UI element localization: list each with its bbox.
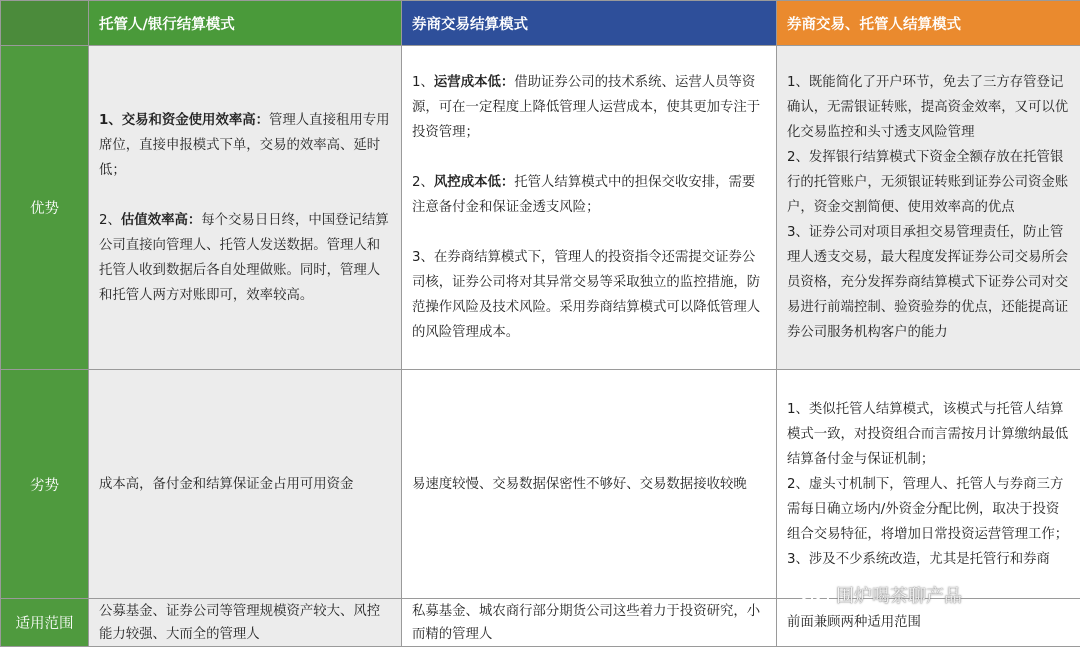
advantages-broker-p2	[412, 170, 766, 220]
advantages-custodian-p2	[99, 208, 391, 308]
header-hybrid-mode: 券商交易、托管人结算模式	[777, 1, 1080, 46]
disadvantages-custodian-cell: 成本高，备付金和结算保证金占用可用资金	[89, 370, 402, 599]
advantages-broker-p3: 3、在券商结算模式下，管理人的投资指令还需提交证券公司核，证券公司将对其异常交易等采取独立的监控措施，防范操作风险及技术风险。采用券商结算模式可以降低管理人的风险管理成本。	[412, 245, 766, 345]
disadvantages-hybrid-cell	[777, 370, 1080, 599]
disadvantages-hybrid-p2: 2、虚头寸机制下，管理人、托管人与券商三方需每日确立场内/外资金分配比例，取决于投资组合交易特征，将增加日常投资运营管理工作；	[787, 472, 1070, 547]
advantages-hybrid-p1: 1、既能简化了开户环节，免去了三方存管登记确认，无需银证转账，提高资金效率，又可以优化交易监控和头寸透支风险管理	[787, 70, 1070, 145]
row-label-disadvantages: 劣势	[1, 370, 89, 599]
header-custodian-mode: 托管人/银行结算模式	[89, 1, 402, 46]
watermark-text: 围炉喝茶聊产品	[836, 582, 962, 608]
disadvantages-hybrid-p1: 1、类似托管人结算模式，该模式与托管人结算模式一致，对投资组合而言需按月计算缴纳最低结算备付金与保证机制；	[787, 397, 1070, 472]
header-broker-mode: 券商交易结算模式	[402, 1, 777, 46]
bold-heading: 风控成本低：	[434, 175, 514, 190]
advantages-custodian-cell	[89, 46, 402, 370]
disadvantages-row	[1, 370, 1080, 599]
disadvantages-hybrid-p3: 3、涉及不少系统改造，尤其是托管行和券商	[787, 547, 1070, 572]
advantages-hybrid-cell	[777, 46, 1080, 370]
advantages-custodian-p1	[99, 108, 391, 183]
bold-heading: 估值效率高：	[121, 213, 201, 228]
paragraph-number: 1、	[412, 75, 434, 90]
advantages-hybrid-p3: 3、证券公司对项目承担交易管理责任，防止管理人透支交易，最大程度发挥证券公司交易所会员资格，充分发挥券商结算模式下证券公司对交易进行前端控制、验资验券的优点，还能提高证券公司服务机构客户的能力	[787, 220, 1070, 345]
advantages-hybrid-p2: 2、发挥银行结算模式下资金全额存放在托管银行的托管账户，无须银证转账到证券公司资金账户，资金交割简便、使用效率高的优点	[787, 145, 1070, 220]
advantages-broker-p1	[412, 70, 766, 145]
header-row	[1, 1, 1080, 46]
paragraph-number: 2、	[412, 175, 434, 190]
scope-custodian-cell: 公募基金、证券公司等管理规模资产较大、风控能力较强、大而全的管理人	[89, 599, 402, 647]
row-label-scope: 适用范围	[1, 599, 89, 647]
watermark	[800, 582, 962, 608]
paragraph-text: 托管人结算模式中的担保交收安排，需要注意备付金和保证金透支风险；	[412, 175, 755, 215]
header-corner	[1, 1, 89, 46]
paragraph-text: 管理人直接租用专用席位，直接申报模式下单，交易的效率高、延时低；	[99, 113, 390, 178]
disadvantages-broker-cell: 易速度较慢、交易数据保密性不够好、交易数据接收较晚	[402, 370, 777, 599]
paragraph-text: 借助证券公司的技术系统、运营人员等资源，可在一定程度上降低管理人运营成本，使其更加专注于投资管理；	[412, 75, 760, 140]
paragraph-number: 2、	[99, 213, 121, 228]
scope-hybrid-cell: 前面兼顾两种适用范围	[777, 599, 1080, 647]
paragraph-text: 每个交易日日终，中国登记结算公司直接向管理人、托管人发送数据。管理人和托管人收到数据后各自处理做账。同时，管理人和托管人两方对账即可，效率较高。	[99, 213, 389, 303]
advantages-broker-cell	[402, 46, 777, 370]
bold-heading: 1、交易和资金使用效率高：	[99, 113, 269, 128]
row-label-advantages: 优势	[1, 46, 89, 370]
bold-heading: 运营成本低：	[434, 75, 514, 90]
scope-broker-cell: 私募基金、城农商行部分期货公司这些着力于投资研究，小而精的管理人	[402, 599, 777, 647]
advantages-row	[1, 46, 1080, 370]
wechat-icon	[800, 584, 830, 606]
